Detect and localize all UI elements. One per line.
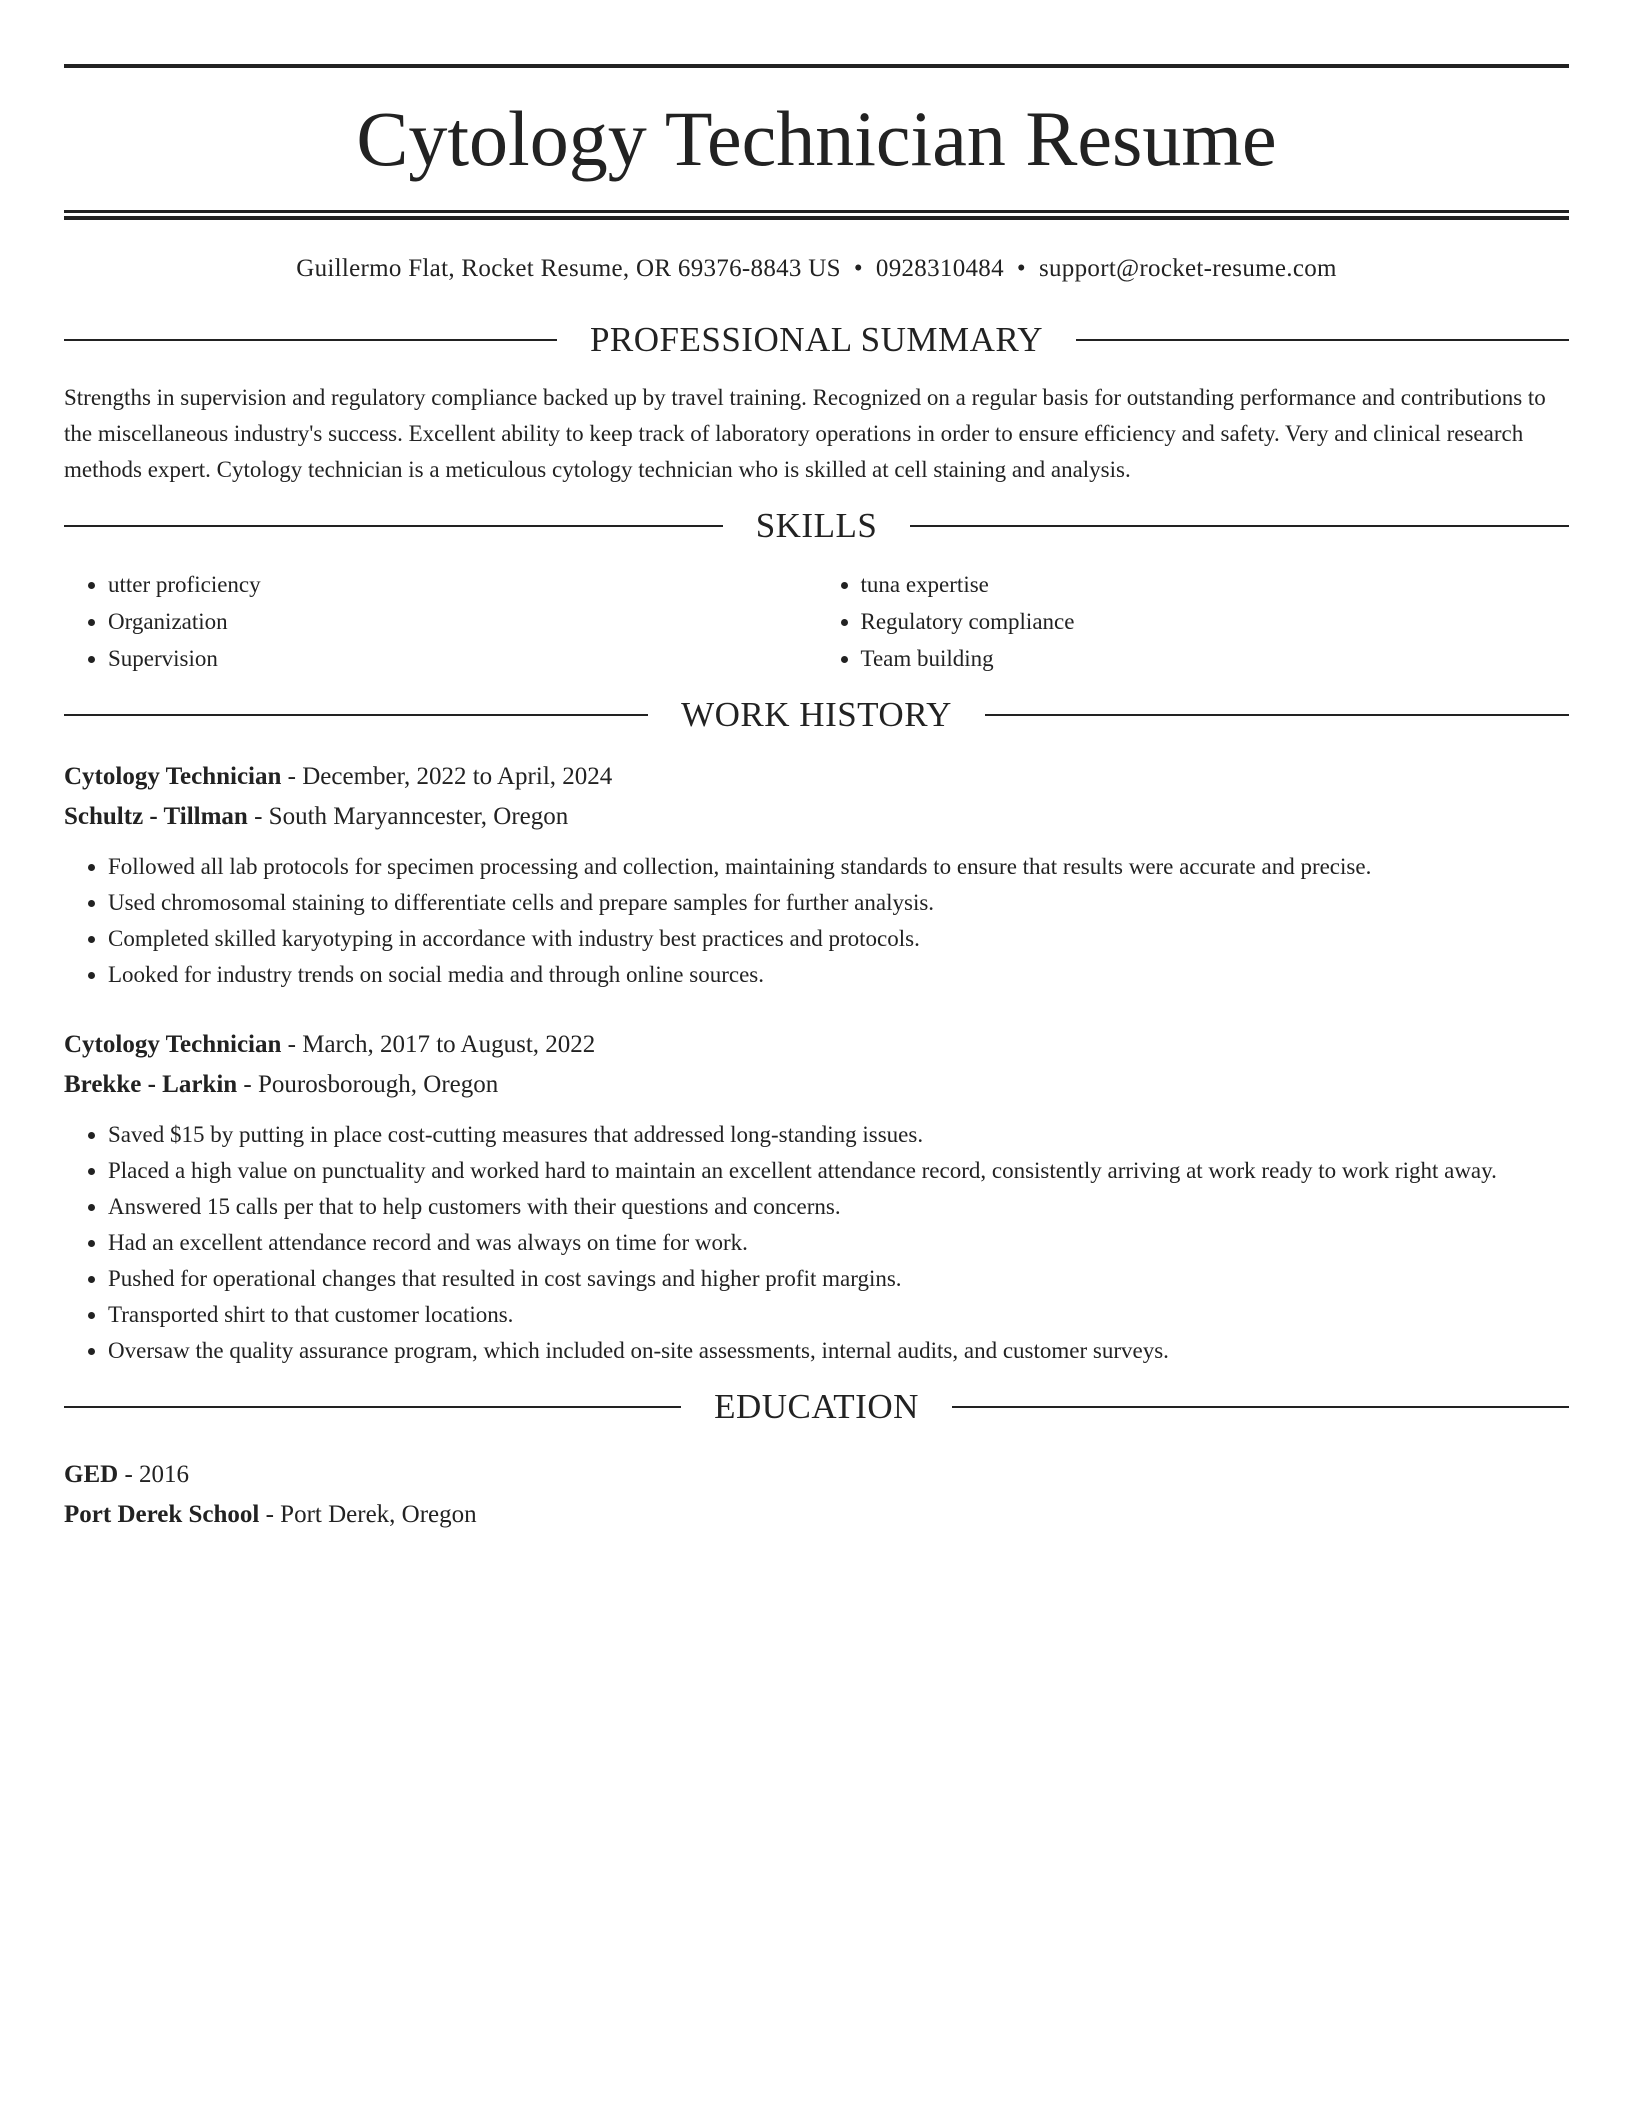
job-entry (64, 1025, 1569, 1369)
education-entry (64, 1455, 1569, 1535)
job-bullet: • Saved $15 by putting in place cost-cutting measures that addressed long-standing issues. (108, 1117, 1569, 1153)
job-bullet: • Followed all lab protocols for specimen processing and collection, maintaining standards to ensure that results were accurate and precise. (108, 849, 1569, 885)
heading-rule-left (64, 339, 557, 341)
skill-item: • tuna expertise (861, 566, 1570, 603)
job-company: Brekke - Larkin (64, 1071, 238, 1098)
contact-address: Guillermo Flat, Rocket Resume, OR 69376-8843 US (296, 255, 841, 282)
job-bullet: • Answered 15 calls per that to help customers with their questions and concerns. (108, 1189, 1569, 1225)
education-degree-line (64, 1455, 1569, 1495)
summary-heading-label: PROFESSIONAL SUMMARY (589, 320, 1044, 359)
heading-rule-right (985, 714, 1569, 716)
skill-item: • Team building (861, 640, 1570, 677)
skill-item: • Supervision (108, 640, 817, 677)
education-heading-label: EDUCATION (714, 1387, 919, 1426)
job-bullet: • Had an excellent attendance record and was always on time for work. (108, 1225, 1569, 1261)
job-bullets (64, 849, 1569, 993)
heading-rule-right (1076, 339, 1569, 341)
skills-column-left (64, 566, 817, 677)
heading-rule-left (64, 525, 723, 527)
skills-heading-label: SKILLS (755, 506, 878, 545)
contact-email: support@rocket-resume.com (1038, 255, 1337, 282)
contact-phone: 0928310484 (875, 255, 1004, 282)
job-title-line (64, 757, 1569, 797)
resume-title: Cytology Technician Resume (356, 95, 1277, 182)
job-bullet: • Used chromosomal staining to differentiate cells and prepare samples for further analysis. (108, 885, 1569, 921)
job-dates: - March, 2017 to August, 2022 (281, 1031, 596, 1058)
contact-line (64, 254, 1569, 284)
skill-item: • utter proficiency (108, 566, 817, 603)
work-history-heading (64, 695, 1569, 735)
education-location: - Port Derek, Oregon (259, 1501, 477, 1528)
contact-separator: • (853, 255, 863, 282)
job-company-line (64, 797, 1569, 837)
summary-text: Strengths in supervision and regulatory compliance backed up by travel training. Recognized on a regular basis for outstanding performance and contributions to the miscellaneous industry's success. Excellent ability to keep track of laboratory operations in order to ensure efficiency and safety. Very and clinical research methods expert. Cytology technician is a meticulous cytology technician who is skilled at cell staining and analysis. (64, 385, 1546, 482)
skill-item: • Regulatory compliance (861, 603, 1570, 640)
job-title: Cytology Technician (64, 1031, 282, 1058)
skills-list (64, 566, 1569, 677)
skills-column-right (817, 566, 1570, 677)
education-year: - 2016 (118, 1461, 190, 1488)
contact-separator: • (1016, 255, 1026, 282)
job-company-line (64, 1065, 1569, 1105)
job-entry (64, 757, 1569, 993)
job-location: - Pourosborough, Oregon (237, 1071, 499, 1098)
education-heading (64, 1387, 1569, 1427)
education-school: Port Derek School (64, 1501, 260, 1528)
job-title: Cytology Technician (64, 763, 282, 790)
job-bullet: • Transported shirt to that customer locations. (108, 1297, 1569, 1333)
job-bullet: • Looked for industry trends on social media and through online sources. (108, 957, 1569, 993)
skills-heading (64, 506, 1569, 546)
job-bullet: • Placed a high value on punctuality and worked hard to maintain an excellent attendance record, consistently arriving at work ready to work right away. (108, 1153, 1569, 1189)
heading-rule-right (952, 1406, 1569, 1408)
skill-item: • Organization (108, 603, 817, 640)
heading-rule-right (910, 525, 1569, 527)
education-school-line (64, 1495, 1569, 1535)
top-rule (64, 64, 1569, 68)
work-heading-label: WORK HISTORY (681, 695, 952, 734)
job-bullet: • Pushed for operational changes that resulted in cost savings and higher profit margins. (108, 1261, 1569, 1297)
job-bullet: • Completed skilled karyotyping in accordance with industry best practices and protocols. (108, 921, 1569, 957)
job-location: - South Maryanncester, Oregon (247, 803, 569, 830)
job-title-line (64, 1025, 1569, 1065)
job-company: Schultz - Tillman (64, 803, 248, 830)
resume-page (64, 64, 1569, 1535)
summary-heading (64, 320, 1569, 360)
education-degree: GED (64, 1461, 119, 1488)
heading-rule-left (64, 714, 648, 716)
heading-rule-left (64, 1406, 681, 1408)
job-bullets (64, 1117, 1569, 1369)
job-dates: - December, 2022 to April, 2024 (281, 763, 613, 790)
title-double-rule (64, 210, 1569, 220)
job-bullet: • Oversaw the quality assurance program, which included on-site assessments, internal audits, and customer surveys. (108, 1333, 1569, 1369)
